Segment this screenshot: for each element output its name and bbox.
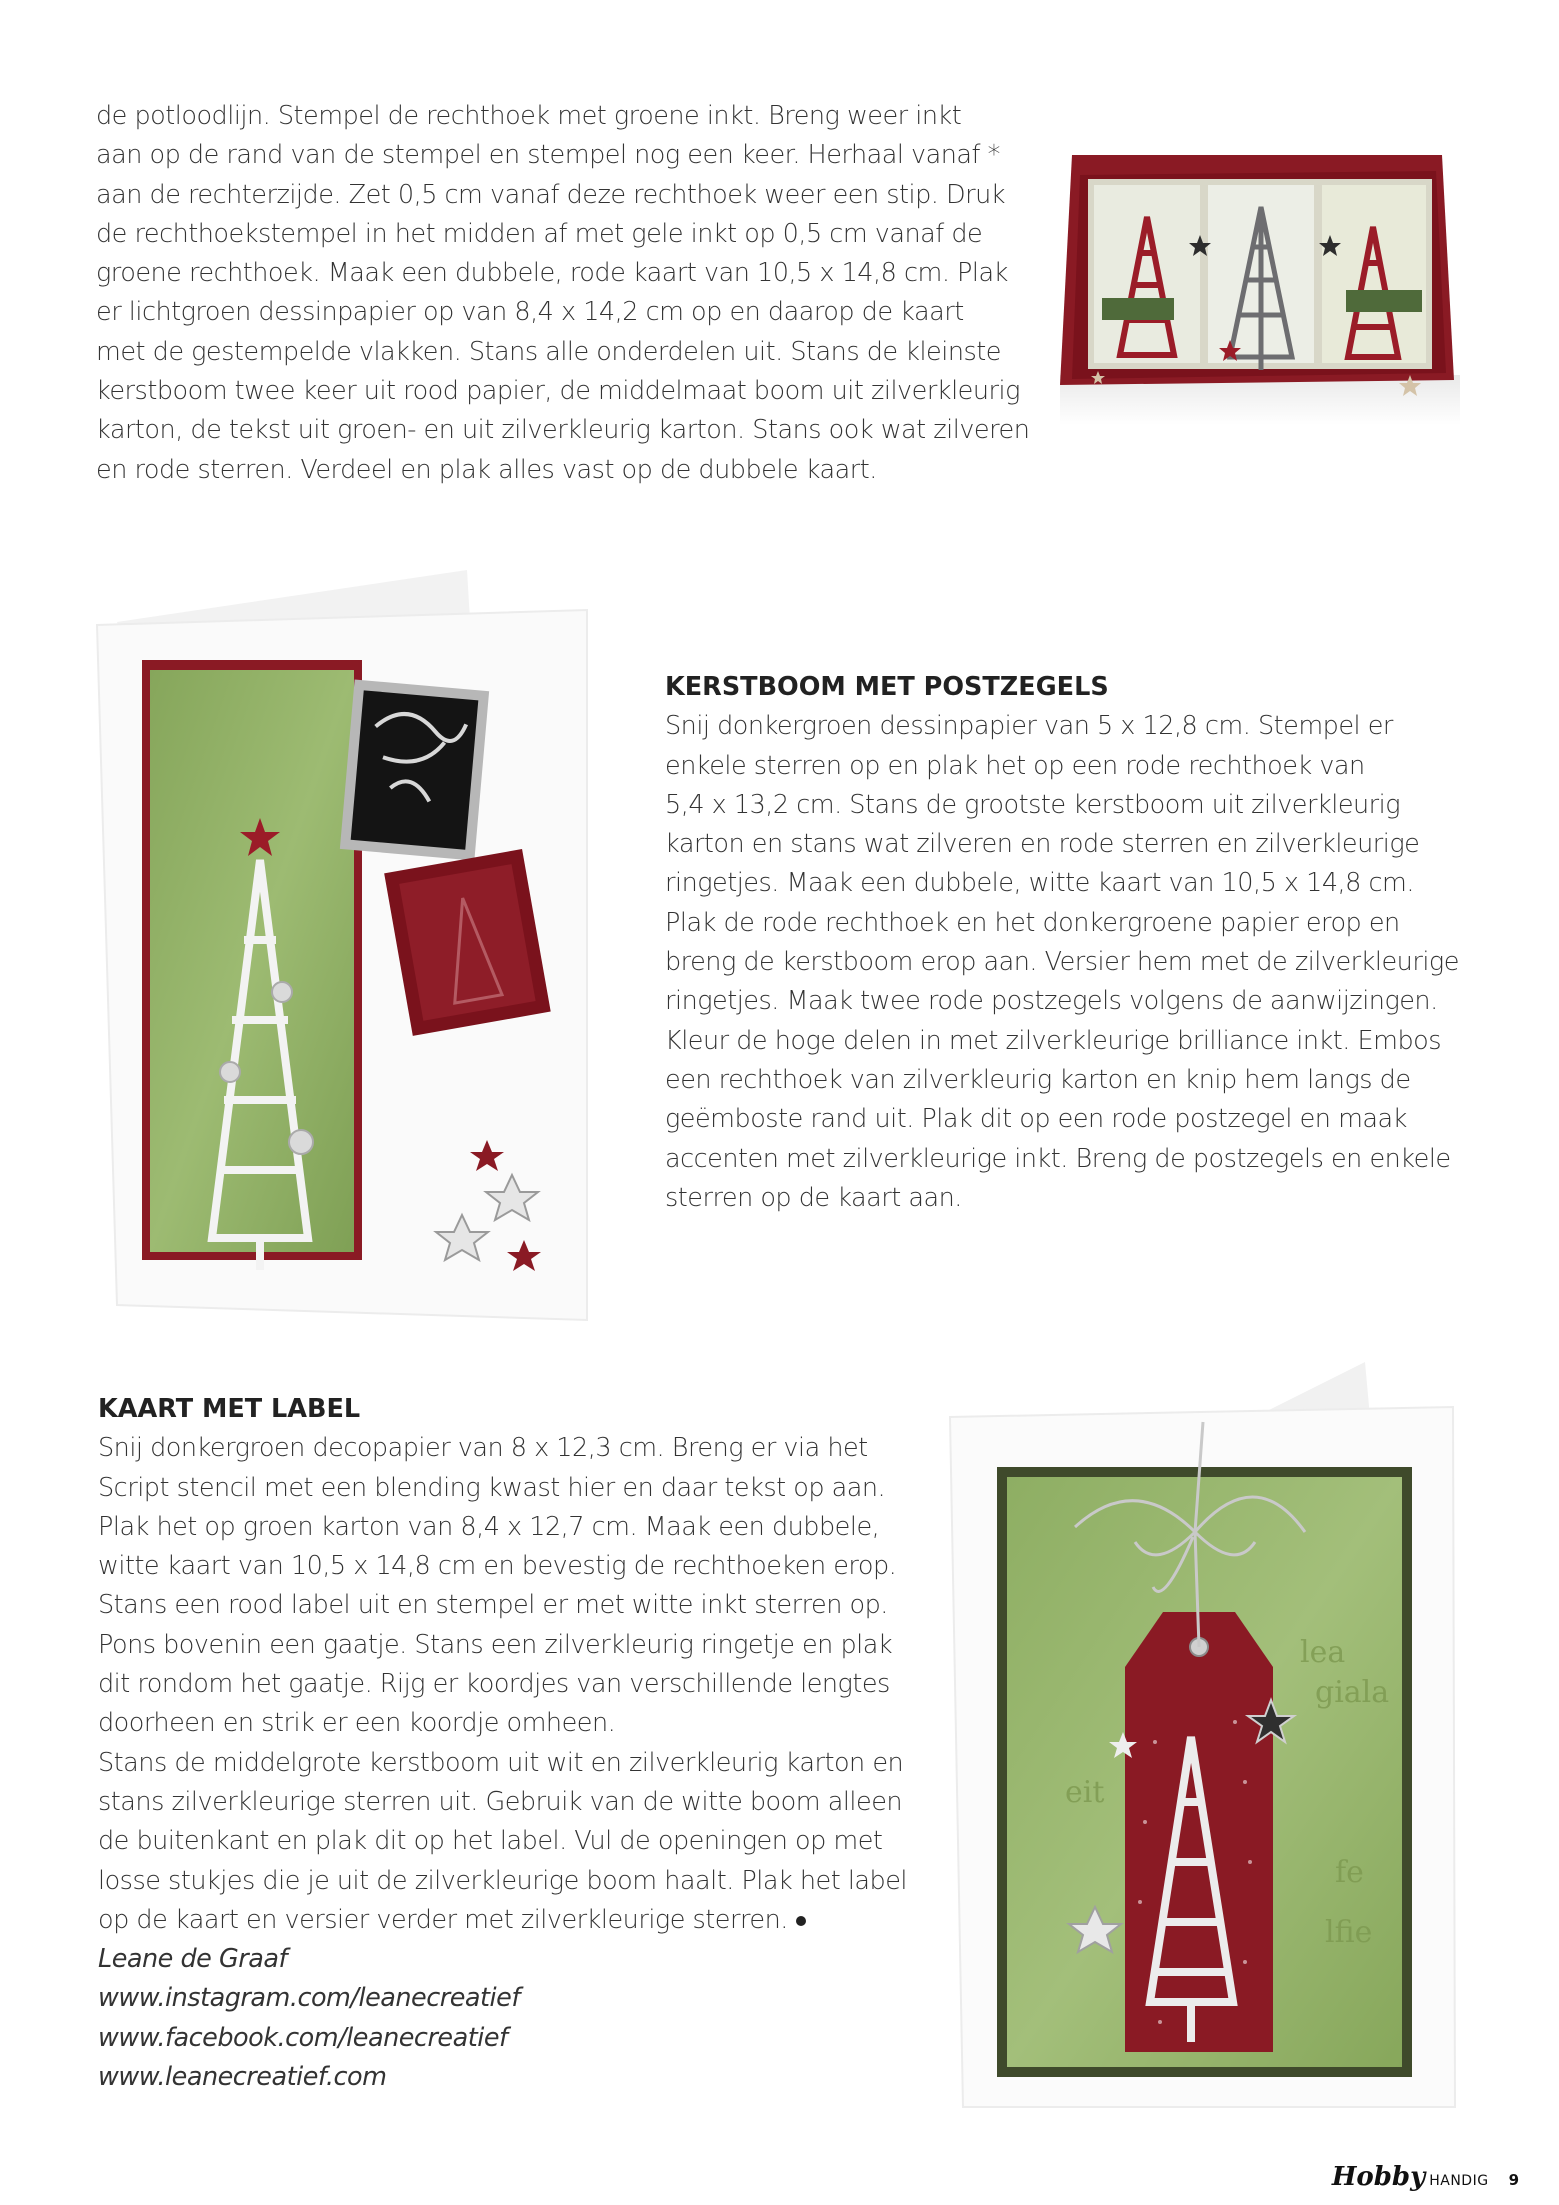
section-line: Plak het op groen karton van 8,4 x 12,7 cm. Maak een dubbele, (98, 1511, 880, 1542)
intro-text (96, 97, 1029, 490)
section-line: een rechthoek van zilverkleurig karton en knip hem langs de (665, 1064, 1411, 1095)
photo-card-postzegels (92, 560, 592, 1330)
section-line-last (98, 1901, 907, 1940)
section-line: karton en stans wat zilveren en rode sterren en zilverkleurige (665, 829, 1420, 860)
section-line: geëmboste rand uit. Plak dit op een rode postzegel en maak (665, 1104, 1407, 1135)
photo-card-three-trees (1050, 135, 1470, 435)
intro-line: karton, de tekst uit groen- en uit zilverkleurig karton. Stans ook wat zilveren (96, 415, 1030, 446)
section-line: 5,4 x 13,2 cm. Stans de grootste kerstboom uit zilverkleurig (665, 789, 1401, 820)
intro-line: aan de rechterzijde. Zet 0,5 cm vanaf deze rechthoek weer een stip. Druk (96, 179, 1006, 210)
intro-line: aan op de rand van de stempel en stempel nog een keer. Herhaal vanaf * (96, 140, 1000, 171)
section-line: Script stencil met een blending kwast hier en daar tekst op aan. (98, 1472, 886, 1503)
section-title: KAART MET LABEL (98, 1394, 361, 1424)
intro-line: de potloodlijn. Stempel de rechthoek met groene inkt. Breng weer inkt (96, 101, 962, 131)
link-facebook[interactable]: www.facebook.com/leanecreatief (98, 2022, 508, 2053)
section-line: de buitenkant en plak dit op het label. Vul de openingen op met (98, 1826, 883, 1857)
section-line: witte kaart van 10,5 x 14,8 cm en bevestig de rechthoeken erop. (98, 1551, 897, 1582)
page-number: 9 (1508, 2171, 1519, 2189)
section-line: enkele sterren op en plak het op een rode rechthoek van (665, 750, 1365, 781)
section-line: losse stukjes die je uit de zilverkleurige boom haalt. Plak het label (98, 1865, 908, 1896)
section-line: doorheen en strik er een koordje omheen. (98, 1708, 616, 1739)
decopaper-script-text: lfie (1325, 1915, 1373, 1950)
decopaper-script-text: giala (1315, 1675, 1390, 1710)
section-line: stans zilverkleurige sterren uit. Gebruik van de witte boom alleen (98, 1786, 903, 1817)
end-bullet-icon (796, 1916, 806, 1926)
decopaper-script-text: eit (1065, 1775, 1105, 1810)
section-line: Pons bovenin een gaatje. Stans een zilverkleurig ringetje en plak (98, 1629, 893, 1660)
section-line: sterren op de kaart aan. (665, 1182, 962, 1213)
intro-line: groene rechthoek. Maak een dubbele, rode kaart van 10,5 x 14,8 cm. Plak (96, 258, 1008, 289)
link-website[interactable]: www.leanecreatief.com (98, 2062, 387, 2093)
section-line: breng de kerstboom erop aan. Versier hem met de zilverkleurige (665, 947, 1459, 978)
decopaper-script-text: fe (1335, 1855, 1364, 1890)
intro-line: met de gestempelde vlakken. Stans alle onderdelen uit. Stans de kleinste (96, 336, 1001, 367)
section-line: Stans de middelgrote kerstboom uit wit en zilverkleurig karton en (98, 1747, 904, 1778)
section-label (98, 1390, 907, 2097)
brand-subtitle: HANDIG (1429, 2173, 1489, 2189)
intro-line: kerstboom twee keer uit rood papier, de middelmaat boom uit zilverkleurig (96, 376, 1020, 407)
brand-logo: Hobby (1331, 2162, 1426, 2192)
section-line: Stans een rood label uit en stempel er met witte inkt sterren op. (98, 1590, 888, 1621)
photo-card-label (945, 1362, 1465, 2112)
intro-line: er lichtgroen dessinpapier op van 8,4 x 14,2 cm op en daarop de kaart (96, 297, 964, 328)
section-line: ringetjes. Maak twee rode postzegels volgens de aanwijzingen. (665, 986, 1438, 1017)
intro-line: de rechthoekstempel in het midden af met gele inkt op 0,5 cm vanaf de (96, 218, 983, 249)
intro-line: en rode sterren. Verdeel en plak alles vast op de dubbele kaart. (96, 454, 877, 485)
section-line: Snij donkergroen dessinpapier van 5 x 12,8 cm. Stempel er (665, 711, 1393, 742)
link-instagram[interactable]: www.instagram.com/leanecreatief (98, 1983, 520, 2014)
page-footer (1332, 2162, 1519, 2192)
decopaper-script-text: lea (1300, 1635, 1346, 1670)
section-line: Plak de rode rechthoek en het donkergroene papier erop en (665, 907, 1400, 938)
section-title: KERSTBOOM MET POSTZEGELS (665, 672, 1109, 702)
section-line: Kleur de hoge delen in met zilverkleurige brilliance inkt. Embos (665, 1025, 1442, 1056)
section-line: accenten met zilverkleurige inkt. Breng de postzegels en enkele (665, 1143, 1451, 1174)
section-line: dit rondom het gaatje. Rijg er koordjes van verschillende lengtes (98, 1669, 890, 1700)
section-line-text: op de kaart en versier verder met zilverkleurige sterren. (98, 1904, 788, 1935)
author-name: Leane de Graaf (98, 1944, 287, 1975)
section-postzegels (665, 668, 1459, 1218)
section-line: ringetjes. Maak een dubbele, witte kaart van 10,5 x 14,8 cm. (665, 868, 1414, 899)
section-line: Snij donkergroen decopapier van 8 x 12,3 cm. Breng er via het (98, 1433, 868, 1464)
